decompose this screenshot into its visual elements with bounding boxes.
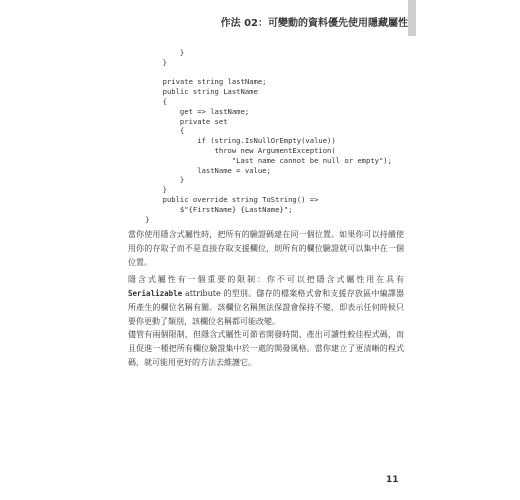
paragraph-serializable-limit (128, 273, 404, 329)
paragraph-validation: 當你使用隱含式屬性時，把所有的驗證碼建在同一個位置。如果你可以持續使用你的存取子而不是直接存取支援欄位，則所有的欄位驗證就可以集中在一個位置。 (128, 230, 404, 267)
paragraph-text: 隱含式屬性有一個重要的限制：你不可以把隱含式屬性用在具有 (128, 275, 404, 284)
chapter-tab-marker (408, 0, 416, 36)
paragraph-conclusion: 儘管有兩個限制，但隱含式屬性可節省開發時間、產出可讀性較佳程式碼，而且促進一種把所有欄位驗證集中於一處的開發風格。當你建立了更清晰的程式碼，就可能用更好的方法去維護它。 (128, 330, 404, 367)
page-number: 11 (386, 475, 399, 485)
code-listing: } } private string lastName; public string LastName { get => lastName; private set { if (string.IsNullOrEmpty(value)) throw new ArgumentException( "Last name cannot be null or empty"); lastName = value; } } public override string ToString() => $"{FirstName} {LastName}"; } (145, 48, 392, 224)
running-header: 作法 02：可變動的資料優先使用隱藏屬性 (220, 18, 408, 29)
paragraph-text: attribute 的型別。儲存的檔案格式會和支援存放區中編譯器所產生的欄位名稱有關。該欄位名稱無法保證會保持不變，即表示任何時候只要你更動了類別，該欄位名稱都可能改變。 (128, 289, 404, 326)
inline-code-serializable: Serializable (128, 289, 183, 298)
